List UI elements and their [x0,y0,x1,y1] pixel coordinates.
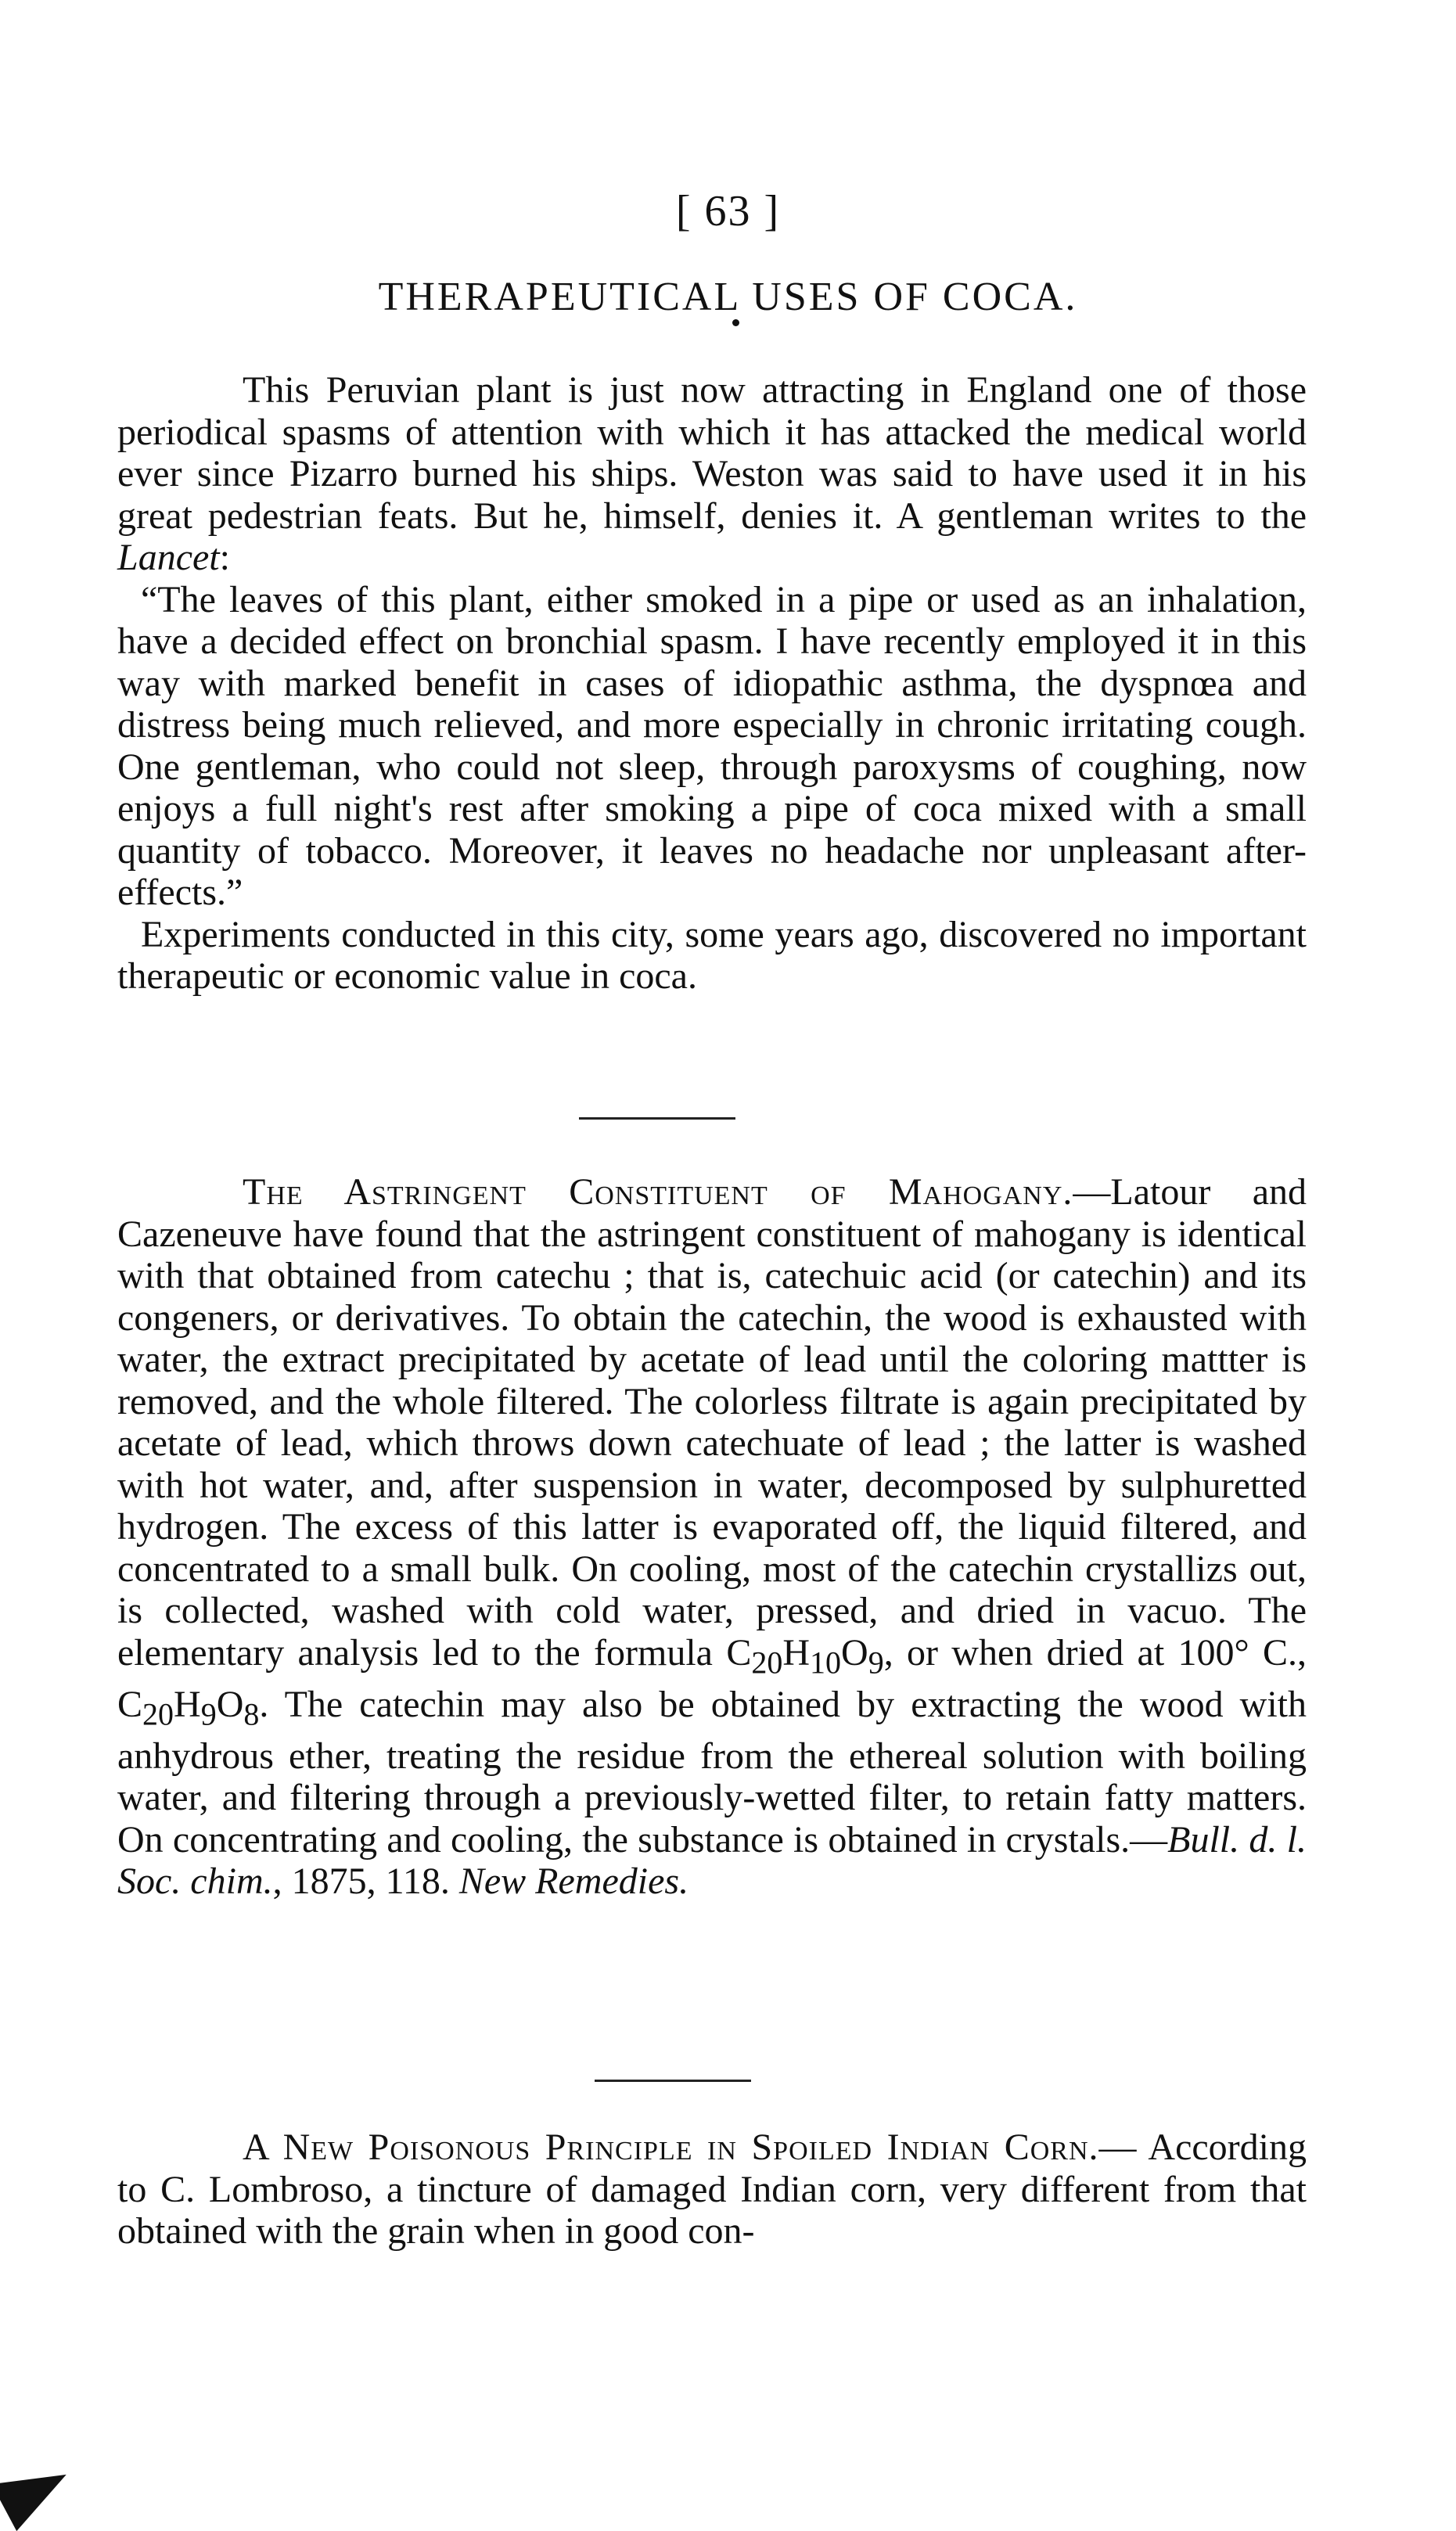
section-divider [595,2080,751,2082]
paragraph-quote: “The leaves of this plant, either smoked in a pipe or used as an inhalation, have a decided effect on bronchial spasm. I have recently employed it in this way with marked benefit in cases of idiopathic asthma, the dyspnœa and distress being much relieved, and more especially in chronic irritating cough. One gentleman, who could not sleep, through paroxysms of coughing, now enjoys a full night's rest after smoking a pipe of coca mixed with a small quantity of tobacco. Moreover, it leaves no headache nor unpleasant after-effects.” [117,578,1307,913]
article-title: THERAPEUTICAL USES OF COCA. [378,275,1078,319]
scan-edge-mark [0,2451,79,2531]
indian-corn-text: — According to C. Lombroso, a tincture of damaged Indian corn, very different from that obtained with the grain when in good con- [117,2127,1307,2252]
citation-year: , 1875, 118. [272,1861,450,1903]
paragraph-intro [117,369,1307,579]
mahogany-text-a: —Latour and Cazeneuve have found that the astringent constituent of mahogany is identical with that obtained from catechu ; that is, catechuic acid (or catechin) and its congeners, or derivatives. To obtain the catechin, the wood is exhausted with water, the extract precipitated by acetate of lead until the coloring mattter is removed, and the whole filtered. The colorless filtrate is again precipitated by acetate of lead, which throws down catechuate of lead ; the latter is washed with hot water, and, after suspension in water, decomposed by sulphuretted hydrogen. The excess of this latter is evaporated off, the liquid filtered, and concentrated to a small bulk. On cooling, most of the catechin crystallizs out, is collected, washed with cold water, pressed, and dried in vacuo. The elementary analysis led to the formula [117,1171,1307,1674]
article-indian-corn [117,2127,1307,2252]
paragraph-experiments: Experiments conducted in this city, some years ago, discovered no important therapeutic or economic value in coca. [117,913,1307,997]
article-mahogany [117,1171,1307,1903]
mahogany-text-b: , or when dried at 100° C., [883,1631,1307,1674]
article-coca [117,369,1307,998]
mahogany-text-c: . The catechin may also be obtained by extracting the wood with anhydrous ether, treating the residue from the ethereal solution with boiling water, and filtering through a previously-wetted filter, to retain fatty matters. On concentrating and cooling, the substance is obtained in crystals.— [117,1683,1307,1861]
indian-corn-heading: A New Poisonous Principle in Spoiled Indian Corn. [243,2127,1099,2168]
paragraph-mahogany [117,1171,1307,1903]
formula-1: $C_{20}H_{10}O_9$ [726,1631,884,1681]
print-speck [732,319,739,326]
lancet-title: Lancet [117,537,220,578]
paragraph-indian-corn [117,2127,1307,2252]
citation-journal: Bull. d. l. Soc. chim. [117,1818,1307,1903]
mahogany-heading: The Astringent Constituent of Mahogany. [243,1171,1073,1213]
page-number: [ 63 ] [675,187,781,235]
formula-2: $C_{20}H_9O_8$ [117,1683,260,1732]
citation-source: New Remedies. [458,1861,689,1903]
paragraph-intro-end: : [219,537,230,578]
section-divider [579,1117,735,1120]
paragraph-intro-text: This Peruvian plant is just now attracting in England one of those periodical spasms of attention with which it has attacked the medical world ever since Pizarro burned his ships. Weston was said to have used it in his great pedestrian feats. But he, himself, denies it. A gentleman writes to the [117,369,1307,537]
